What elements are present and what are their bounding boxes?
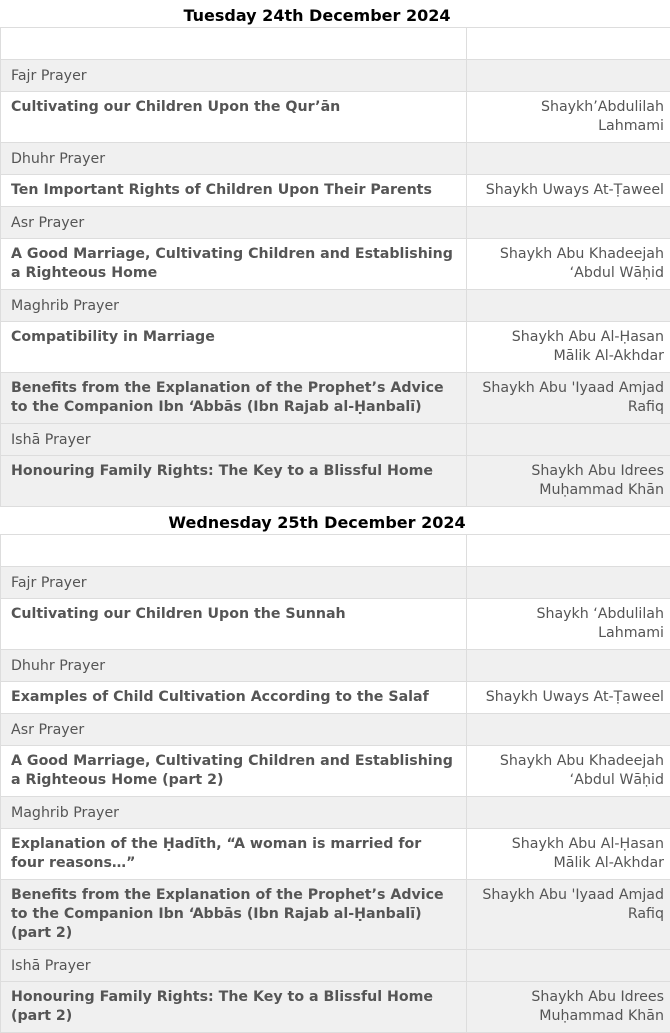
prayer-label: Ishā Prayer (1, 950, 467, 982)
prayer-row (1, 797, 670, 829)
lecture-row (1, 829, 670, 880)
blank-row (1, 535, 670, 567)
prayer-row (1, 567, 670, 599)
prayer-label: Asr Prayer (1, 714, 467, 746)
prayer-label: Fajr Prayer (1, 567, 467, 599)
empty-cell (1, 535, 467, 567)
prayer-row (1, 714, 670, 746)
empty-cell (467, 424, 670, 456)
lecture-row (1, 175, 670, 207)
prayer-row (1, 650, 670, 682)
empty-cell (467, 60, 670, 92)
lecture-row (1, 880, 670, 950)
empty-cell (467, 28, 670, 60)
empty-cell (467, 714, 670, 746)
empty-cell (467, 290, 670, 322)
blank-row (1, 28, 670, 60)
schedule-table (0, 27, 670, 507)
empty-cell (467, 143, 670, 175)
lecture-row (1, 92, 670, 143)
lecture-title: Ten Important Rights of Children Upon Their Parents (1, 175, 467, 207)
prayer-label: Asr Prayer (1, 207, 467, 239)
speaker-name: Shaykh Abu Al-Ḥasan Mālik Al-Akhdar (467, 322, 670, 373)
prayer-label: Maghrib Prayer (1, 797, 467, 829)
prayer-row (1, 60, 670, 92)
empty-cell (1, 28, 467, 60)
lecture-row (1, 239, 670, 290)
speaker-name: Shaykh Abu Khadeejah ‘Abdul Wāḥid (467, 746, 670, 797)
prayer-row (1, 290, 670, 322)
prayer-label: Maghrib Prayer (1, 290, 467, 322)
speaker-name: Shaykh Abu Al-Ḥasan Mālik Al-Akhdar (467, 829, 670, 880)
speaker-name: Shaykh Uways At-Ṭaweel (467, 175, 670, 207)
speaker-name: Shaykh Abu Idrees Muḥammad Khān (467, 456, 670, 507)
lecture-row (1, 599, 670, 650)
speaker-name: Shaykh ‘Abdulilah Lahmami (467, 599, 670, 650)
empty-cell (467, 567, 670, 599)
lecture-title: Benefits from the Explanation of the Prophet’s Advice to the Companion Ibn ‘Abbās (Ibn Rajab al-Ḥanbalī) (part 2) (1, 880, 467, 950)
empty-cell (467, 797, 670, 829)
lecture-title: Cultivating our Children Upon the Qur’ān (1, 92, 467, 143)
prayer-label: Dhuhr Prayer (1, 143, 467, 175)
empty-cell (467, 650, 670, 682)
speaker-name: Shaykh’Abdulilah Lahmami (467, 92, 670, 143)
lecture-title: Compatibility in Marriage (1, 322, 467, 373)
prayer-label: Fajr Prayer (1, 60, 467, 92)
lecture-title: Benefits from the Explanation of the Prophet’s Advice to the Companion Ibn ‘Abbās (Ibn Rajab al-Ḥanbalī) (1, 373, 467, 424)
speaker-name: Shaykh Abu 'Iyaad Amjad Rafiq (467, 373, 670, 424)
prayer-row (1, 143, 670, 175)
lecture-row (1, 322, 670, 373)
lecture-title: Examples of Child Cultivation According to the Salaf (1, 682, 467, 714)
lecture-title: Explanation of the Ḥadīth, “A woman is married for four reasons…” (1, 829, 467, 880)
lecture-row (1, 982, 670, 1033)
prayer-label: Dhuhr Prayer (1, 650, 467, 682)
day-heading: Wednesday 25th December 2024 (0, 507, 670, 534)
prayer-row (1, 424, 670, 456)
speaker-name: Shaykh Uways At-Ṭaweel (467, 682, 670, 714)
empty-cell (467, 950, 670, 982)
lecture-title: Honouring Family Rights: The Key to a Blissful Home (1, 456, 467, 507)
lecture-row (1, 456, 670, 507)
speaker-name: Shaykh Abu Idrees Muḥammad Khān (467, 982, 670, 1033)
lecture-title: Cultivating our Children Upon the Sunnah (1, 599, 467, 650)
prayer-label: Ishā Prayer (1, 424, 467, 456)
day-heading: Tuesday 24th December 2024 (0, 0, 670, 27)
speaker-name: Shaykh Abu Khadeejah ‘Abdul Wāḥid (467, 239, 670, 290)
empty-cell (467, 207, 670, 239)
speaker-name: Shaykh Abu 'Iyaad Amjad Rafiq (467, 880, 670, 950)
lecture-row (1, 682, 670, 714)
lecture-title: A Good Marriage, Cultivating Children and Establishing a Righteous Home (part 2) (1, 746, 467, 797)
schedule-table (0, 534, 670, 1033)
lecture-title: Honouring Family Rights: The Key to a Blissful Home (part 2) (1, 982, 467, 1033)
lecture-row (1, 746, 670, 797)
prayer-row (1, 950, 670, 982)
prayer-row (1, 207, 670, 239)
empty-cell (467, 535, 670, 567)
lecture-row (1, 373, 670, 424)
lecture-title: A Good Marriage, Cultivating Children and Establishing a Righteous Home (1, 239, 467, 290)
